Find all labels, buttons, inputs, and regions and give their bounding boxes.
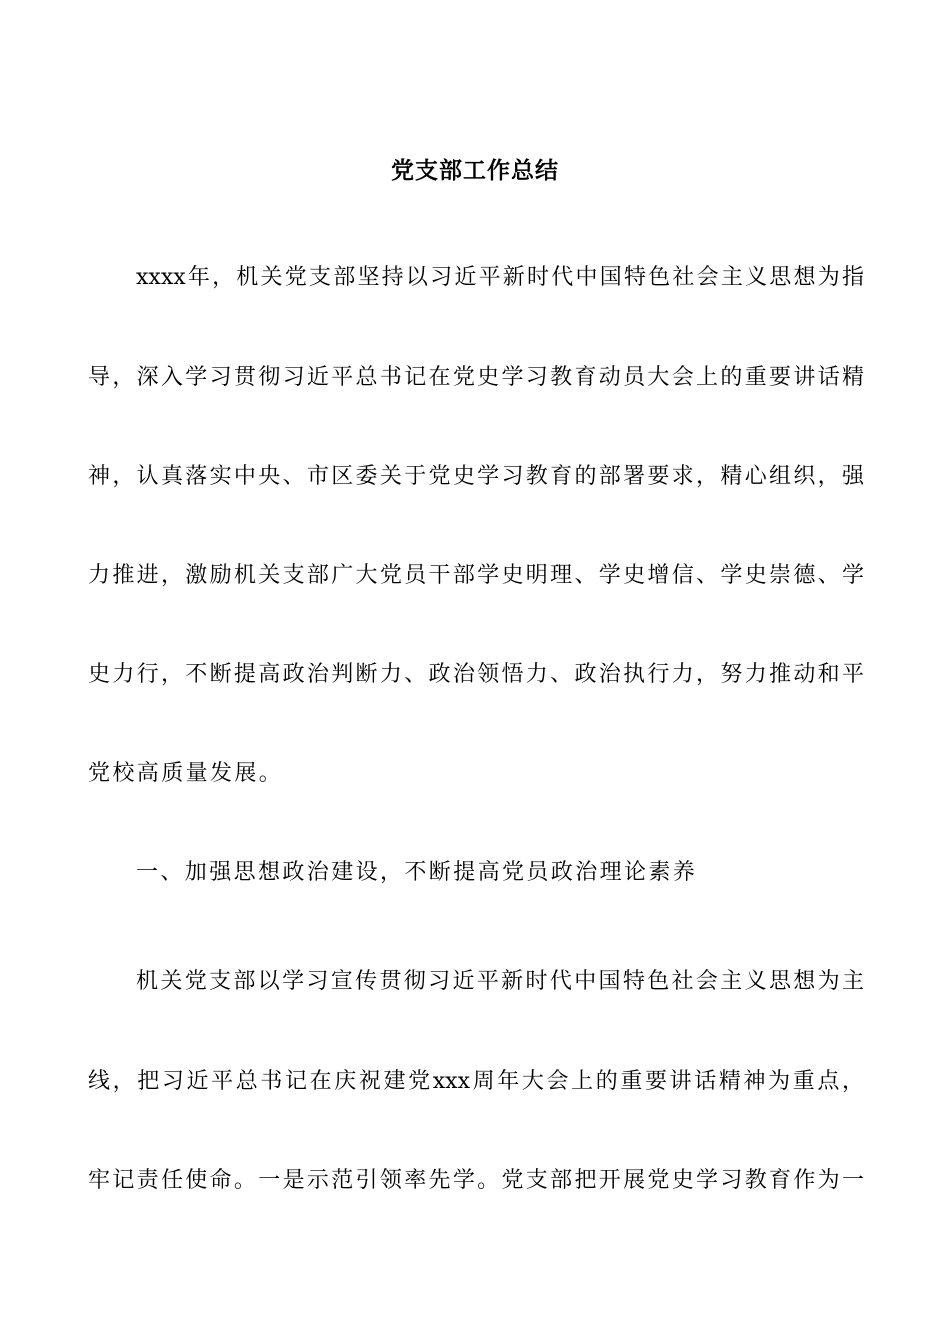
text-line: xxxx年，机关党支部坚持以习近平新时代中国特色社会主义思想为指	[136, 265, 864, 290]
text-line: 机关党支部以学习宣传贯彻习近平新时代中国特色社会主义思想为主	[136, 969, 864, 994]
section-heading: 一、加强思想政治建设，不断提高党员政治理论素养	[136, 860, 698, 885]
text-line: 神，认真落实中央、市区委关于党史学习教育的部署要求，精心组织，强	[88, 464, 864, 489]
text-line: 线，把习近平总书记在庆祝建党xxx周年大会上的重要讲话精神为重点，	[88, 1069, 864, 1094]
text-line: 力推进，激励机关支部广大党员干部学史明理、学史增信、学史崇德、学	[88, 563, 864, 588]
document-title: 党支部工作总结	[391, 157, 559, 184]
text-line: 牢记责任使命。一是示范引领率先学。党支部把开展党史学习教育作为一	[88, 1168, 864, 1193]
text-line: 史力行，不断提高政治判断力、政治领悟力、政治执行力，努力推动和平	[88, 662, 864, 687]
text-line: 导，深入学习贯彻习近平总书记在党史学习教育动员大会上的重要讲话精	[88, 365, 864, 390]
text-line: 党校高质量发展。	[88, 761, 284, 786]
